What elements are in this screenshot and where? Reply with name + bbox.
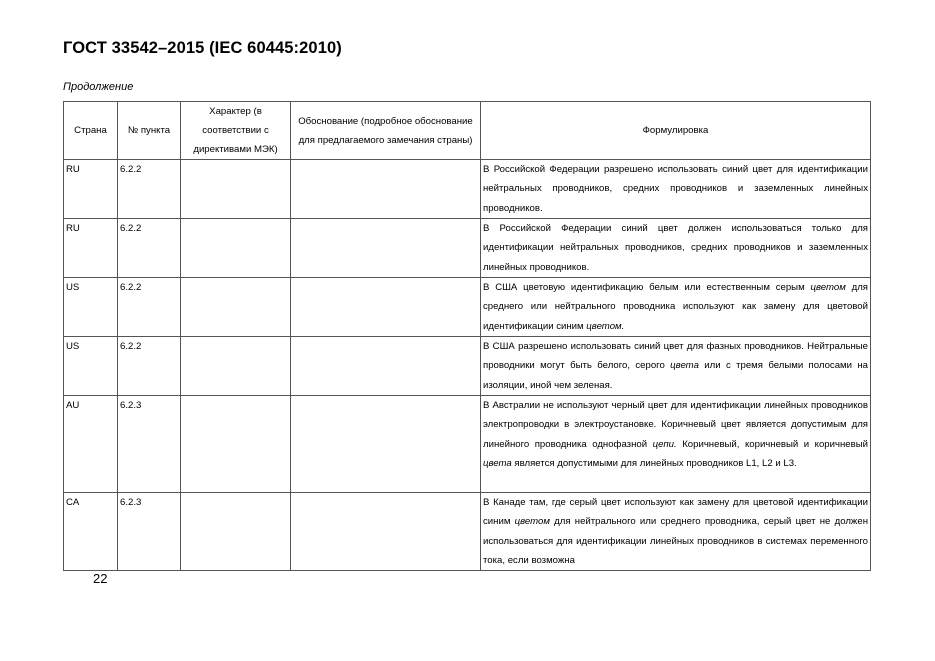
wording-fragment: или с тремя белыми полосами на изоляции, иной чем зеленая.: [483, 360, 868, 391]
document-title: ГОСТ 33542–2015 (IEC 60445:2010): [63, 39, 342, 57]
table-row: [64, 396, 871, 493]
table-row: [64, 219, 871, 278]
column-header-character: Характер (в соответствии с директивами МЭК): [181, 102, 291, 160]
table-row: [64, 493, 871, 571]
wording-cell: [481, 219, 871, 278]
character-cell: [181, 493, 291, 571]
wording-fragment: В США разрешено использовать синий цвет для фазных проводников. Нейтральные проводники могут быть белого, серого: [483, 341, 868, 372]
character-cell: [181, 337, 291, 396]
column-header-country: Страна: [64, 102, 118, 160]
wording-italic-fragment: цветом.: [586, 320, 625, 332]
wording-italic-fragment: цепи.: [652, 438, 677, 450]
wording-cell: [481, 493, 871, 571]
column-header-justification: Обоснование (подробное обоснование для предлагаемого замечания страны): [291, 102, 481, 160]
clause-cell: 6.2.2: [118, 278, 181, 337]
country-cell: RU: [64, 219, 118, 278]
wording-cell: [481, 160, 871, 219]
justification-cell: [291, 493, 481, 571]
character-cell: [181, 278, 291, 337]
wording-fragment: является допустимыми для линейных проводников L1, L2 и L3.: [511, 457, 797, 469]
page-number: 22: [93, 571, 108, 586]
country-cell: US: [64, 278, 118, 337]
wording-fragment: для нейтрального или среднего проводника, серый цвет не должен использоваться для идентификации линейных проводников в системах переменного тока, если возможна: [483, 516, 868, 566]
clause-cell: 6.2.3: [118, 493, 181, 571]
wording-fragment: В Российской Федерации синий цвет должен использоваться только для идентификации нейтральных проводников, средних проводников и заземленных линейных проводников.: [483, 223, 868, 273]
table-row: [64, 278, 871, 337]
wording-fragment: В Канаде там, где серый цвет используют как замену для цветовой идентификации синим: [483, 497, 868, 528]
column-header-wording: Формулировка: [481, 102, 871, 160]
clause-cell: 6.2.2: [118, 219, 181, 278]
country-cell: AU: [64, 396, 118, 493]
table-row: [64, 160, 871, 219]
wording-cell: [481, 337, 871, 396]
wording-italic-fragment: цвета: [670, 360, 699, 372]
table-header-row: [64, 102, 871, 160]
wording-cell: [481, 278, 871, 337]
justification-cell: [291, 396, 481, 493]
character-cell: [181, 160, 291, 219]
wording-fragment: Коричневый, коричневый и коричневый: [676, 438, 868, 450]
wording-italic-fragment: цвета: [483, 457, 512, 469]
wording-fragment: В Российской Федерации разрешено использовать синий цвет для идентификации нейтральных проводников, средних проводников и заземленных линейных проводников.: [483, 164, 868, 214]
character-cell: [181, 219, 291, 278]
continuation-label: Продолжение: [63, 81, 134, 93]
justification-cell: [291, 337, 481, 396]
character-cell: [181, 396, 291, 493]
clause-cell: 6.2.2: [118, 337, 181, 396]
table-row: [64, 337, 871, 396]
country-cell: US: [64, 337, 118, 396]
deviations-table: [63, 101, 871, 571]
justification-cell: [291, 160, 481, 219]
wording-fragment: для среднего или нейтрального проводника используют как замену для цветовой идентификации синим: [483, 282, 868, 332]
wording-fragment: В Австралии не используют черный цвет для идентификации линейных проводников электропроводки в электроустановке. Коричневый цвет является допустимым для линейного проводника однофазной: [483, 400, 868, 450]
country-cell: CA: [64, 493, 118, 571]
justification-cell: [291, 219, 481, 278]
wording-fragment: В США цветовую идентификацию белым или естественным серым: [483, 282, 811, 293]
clause-cell: 6.2.2: [118, 160, 181, 219]
wording-italic-fragment: цветом: [810, 282, 846, 293]
wording-cell: [481, 396, 871, 493]
wording-italic-fragment: цветом: [514, 516, 550, 528]
clause-cell: 6.2.3: [118, 396, 181, 493]
justification-cell: [291, 278, 481, 337]
country-cell: RU: [64, 160, 118, 219]
column-header-clause: № пункта: [118, 102, 181, 160]
